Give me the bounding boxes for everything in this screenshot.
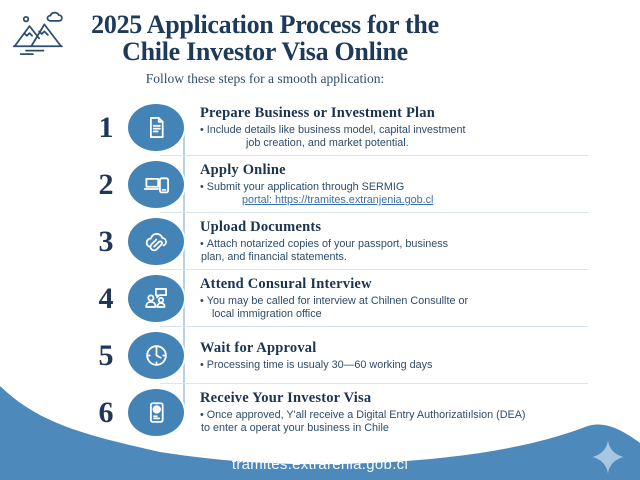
cloud-upload-icon — [143, 228, 170, 255]
step-title: Upload Documents — [200, 219, 322, 235]
bullet-dot: • — [200, 181, 204, 193]
page-title-line2: Chile Investor Visa Online — [122, 37, 408, 66]
step-icon-circle — [128, 161, 184, 208]
bullet-dot: • — [200, 238, 204, 250]
step-title: Wait for Approval — [200, 339, 317, 356]
mountains-logo-icon — [12, 7, 68, 61]
step-icon-circle — [128, 389, 184, 436]
step-row-2 — [88, 156, 588, 213]
page-title-line1: 2025 Application Process for the — [91, 10, 439, 39]
step-title: Prepare Business or Investment Plan — [200, 105, 435, 121]
bullet-dot: • — [200, 409, 204, 421]
step-description-line — [242, 194, 588, 207]
step-icon-circle — [128, 104, 184, 151]
step-description-line: to enter a operat your business in Chile — [201, 422, 389, 434]
step-description-line: • Attach notarized copies of your passport, business — [200, 238, 449, 250]
step-number: 1 — [98, 110, 114, 144]
step-title: Receive Your Investor Visa — [200, 390, 372, 406]
document-icon — [143, 114, 170, 141]
step-description-line: • Submit your application through SERMIG — [200, 181, 405, 193]
step-icon-circle — [128, 218, 184, 265]
bullet-dot: • — [200, 358, 204, 371]
step-description-line: • Once approved, Y'all receive a Digital Entry Authorizatiılsion (DEA) — [200, 409, 526, 421]
step-description-line: local immigration office — [212, 308, 322, 320]
step-row-4 — [88, 270, 588, 327]
step-title: Apply Online — [200, 162, 286, 178]
page-subtitle: Follow these steps for a smooth application: — [145, 71, 385, 86]
bullet-dot: • — [200, 295, 204, 307]
step-description-line: • You may be called for interview at Chilnen Consullte or — [200, 295, 469, 307]
step-number: 4 — [98, 281, 114, 315]
footer-url: tramites.extrarenia.gob.cl — [231, 456, 409, 473]
step-description-line: • Include details like business model, capital investment — [200, 124, 466, 136]
step-number: 5 — [98, 338, 114, 372]
step-number: 3 — [98, 224, 114, 258]
step-title: Attend Consural Interview — [200, 276, 372, 292]
step-number: 2 — [98, 167, 114, 201]
step-description-line: plan, and financial statements. — [201, 251, 347, 263]
people-chat-icon — [143, 285, 170, 312]
step-row-1 — [88, 99, 588, 156]
step-row-3 — [88, 213, 588, 270]
step-description-line: • Processing time is usualy 30—60 working days — [200, 358, 433, 371]
header — [70, 11, 460, 87]
step-row-5 — [88, 327, 588, 384]
devices-icon — [143, 171, 170, 198]
bullet-dot: • — [200, 124, 204, 136]
step-number: 6 — [98, 395, 114, 429]
sermig-portal-link[interactable]: portal: https://tramites.extranjenia.gob.cl — [242, 194, 434, 206]
step-icon-circle — [128, 275, 184, 322]
passport-icon — [143, 399, 170, 426]
step-icon-circle — [128, 332, 184, 379]
clock-icon — [143, 342, 170, 369]
step-description-line: job creation, and market potential. — [246, 137, 409, 149]
